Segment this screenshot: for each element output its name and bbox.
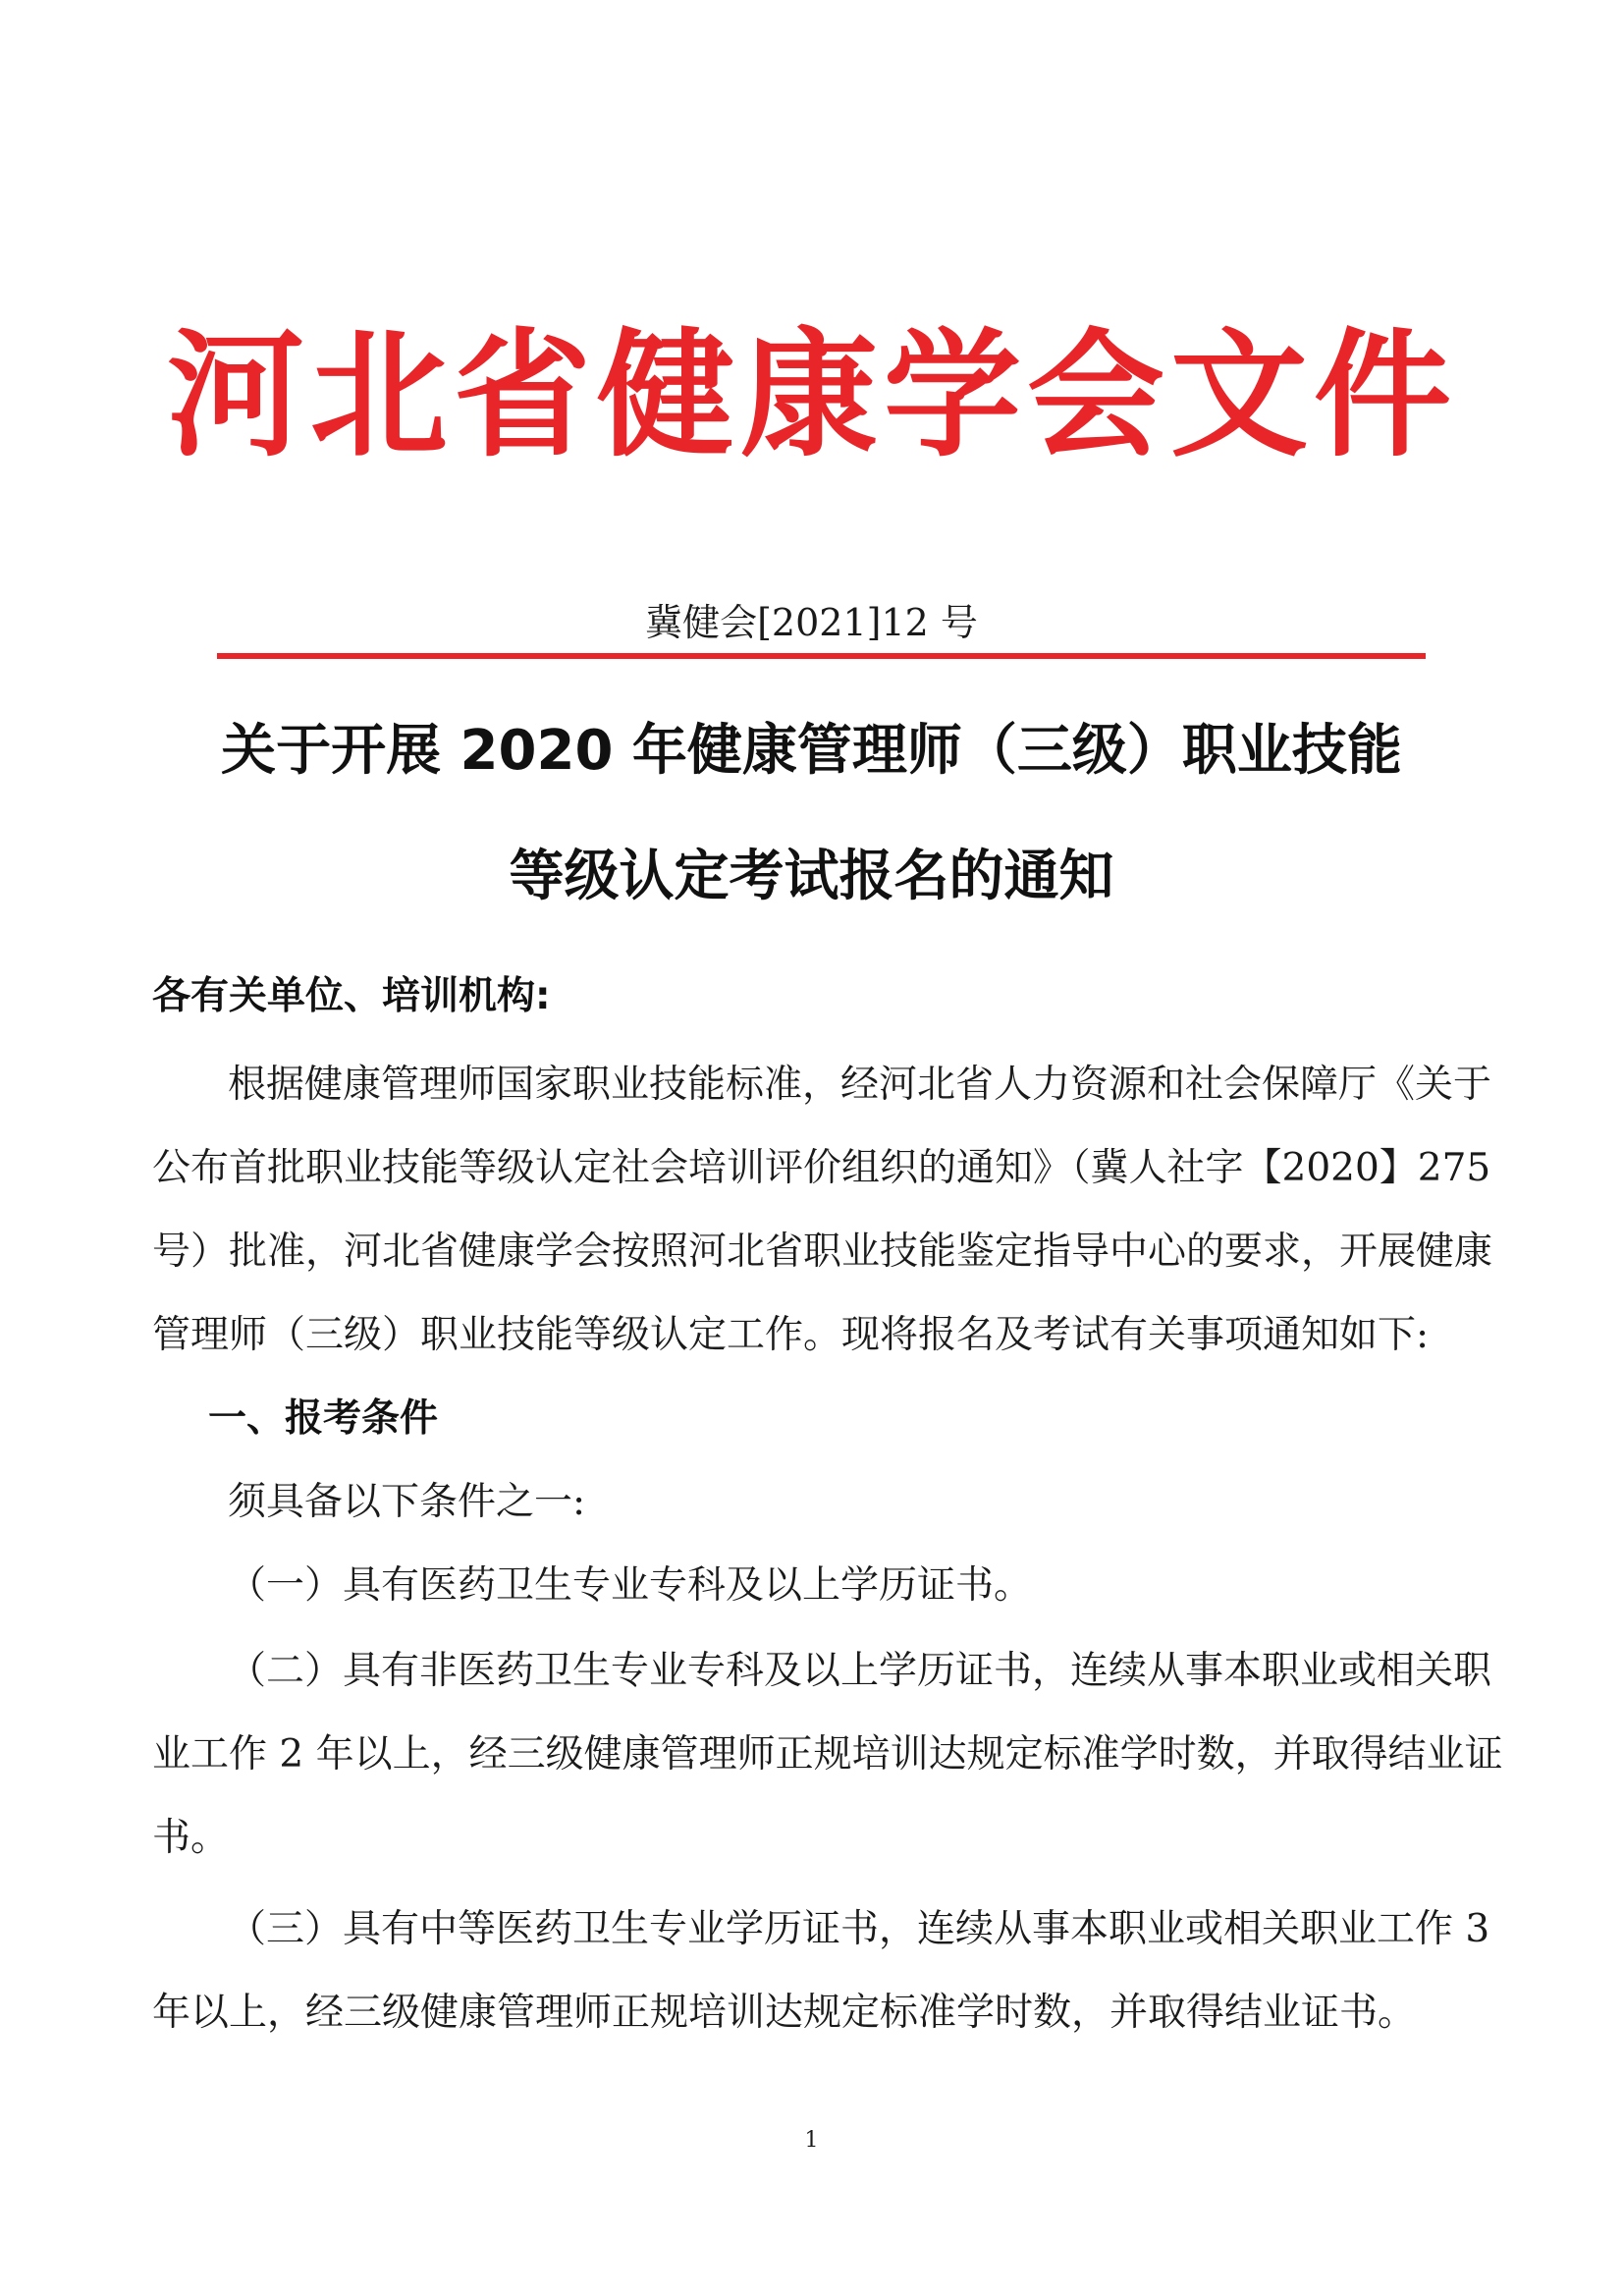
condition-item-3-line: 年以上，经三级健康管理师正规培训达规定标准学时数，并取得结业证书。 bbox=[152, 1991, 1417, 2035]
condition-item-1-line: （一）具有医药卫生专业专科及以上学历证书。 bbox=[228, 1563, 1033, 1608]
section-lead: 须具备以下条件之一: bbox=[228, 1480, 586, 1524]
intro-line: 根据健康管理师国家职业技能标准，经河北省人力资源和社会保障厅《关于 bbox=[228, 1063, 1492, 1107]
org-header-title: 河北省健康学会文件 bbox=[167, 315, 1458, 476]
notice-title-line-1: 关于开展 2020 年健康管理师（三级）职业技能 bbox=[221, 719, 1402, 783]
salutation: 各有关单位、培训机构: bbox=[152, 974, 551, 1018]
notice-title-line-2: 等级认定考试报名的通知 bbox=[509, 845, 1114, 908]
condition-item-2-line: （二）具有非医药卫生专业专科及以上学历证书，连续从事本职业或相关职 bbox=[228, 1649, 1492, 1693]
intro-line: 管理师（三级）职业技能等级认定工作。现将报名及考试有关事项通知如下: bbox=[152, 1313, 1430, 1357]
section-heading-eligibility: 一、报考条件 bbox=[208, 1396, 439, 1441]
condition-item-2-line: 书。 bbox=[152, 1816, 230, 1860]
intro-line: 号）批准，河北省健康学会按照河北省职业技能鉴定指导中心的要求，开展健康 bbox=[152, 1230, 1493, 1274]
header-divider bbox=[217, 653, 1426, 659]
condition-item-3-line: （三）具有中等医药卫生专业学历证书，连续从事本职业或相关职业工作 3 bbox=[228, 1907, 1490, 1951]
condition-item-2-line: 业工作 2 年以上，经三级健康管理师正规培训达规定标准学时数，并取得结业证 bbox=[152, 1732, 1503, 1777]
document-number: 冀健会[2021]12 号 bbox=[645, 601, 978, 644]
page-number: 1 bbox=[804, 2128, 819, 2153]
intro-line: 公布首批职业技能等级认定社会培训评价组织的通知》（冀人社字【2020】275 bbox=[152, 1146, 1491, 1190]
